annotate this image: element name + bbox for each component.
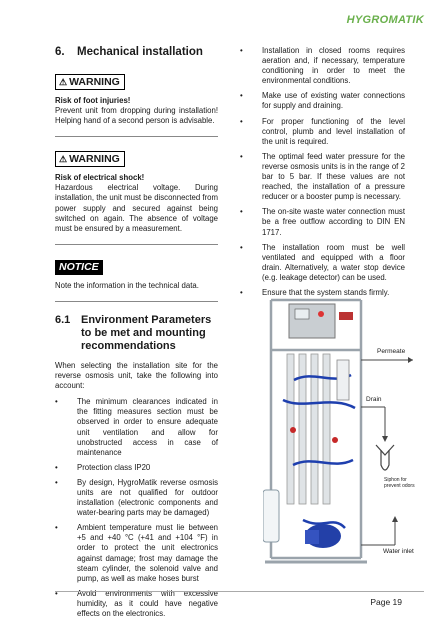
bullet-icon: • — [55, 523, 58, 533]
permeate-label: Permeate — [377, 348, 406, 355]
bullet-icon: • — [240, 46, 243, 55]
list-item: • The minimum clearances indicated in the fitting measures section must be observed in order to ensure adequate unit ventilation and allow for unobstructed access in case of maintenance — [55, 397, 218, 457]
subsection-intro: When selecting the installation site for the reverse osmosis unit, take the following into account: — [55, 360, 218, 391]
list-item: • Installation in closed rooms requires aeration and, if necessary, temperature conditioning in order to meet the environmental conditions. — [240, 46, 405, 86]
bullet-icon: • — [240, 242, 243, 252]
notice-text: Note the information in the technical data. — [55, 280, 199, 290]
list-item: • Ensure that the system stands firmly. — [240, 287, 390, 297]
list-item: • For proper functioning of the level control, plumb and level installation of the unit is required. — [240, 116, 405, 146]
bullet-icon: • — [55, 397, 58, 407]
divider — [55, 244, 218, 245]
warning-label-2 — [55, 151, 125, 167]
right-column — [240, 46, 405, 303]
bullet-icon: • — [55, 477, 58, 487]
list-item: • The on-site waste water connection must be a free outflow according to DIN EN 1717. — [240, 207, 405, 237]
bullet-icon: • — [240, 207, 243, 217]
left-column — [55, 46, 218, 624]
bullet-icon: • — [240, 287, 243, 297]
list-item: • Protection class IP20 — [55, 462, 151, 472]
notice-label: NOTICE — [55, 260, 103, 275]
bullet-icon: • — [240, 151, 243, 161]
left-bullet-list — [55, 397, 218, 619]
warning-label-1 — [55, 74, 125, 90]
list-item: • The installation room must be well ventilated and equipped with a floor drain. Alternatively, a water stop device (e.g. leakage detector) can be used. — [240, 242, 405, 282]
subsection-title: Environment Parameters to be met and mounting recommendations — [81, 313, 212, 352]
warning-text-1: Prevent unit from dropping during installation! Helping hand of a second person is advisable. — [55, 106, 218, 126]
warning-label-text: WARNING — [69, 153, 120, 166]
section-title: Mechanical installation — [77, 46, 203, 58]
water-tank — [263, 490, 279, 542]
footer-rule — [55, 591, 424, 592]
warning-title-1: Risk of foot injuries! — [55, 96, 131, 105]
warning-triangle-icon: ⚠ — [59, 154, 68, 165]
page-number: Page 19 — [370, 597, 402, 607]
divider — [55, 136, 218, 137]
right-bullet-list — [240, 46, 405, 298]
drain-label: Drain — [366, 396, 382, 403]
subsection-number: 6.1 — [55, 313, 71, 326]
brand-logo: HYGROMATIK — [346, 14, 424, 26]
bullet-icon: • — [55, 588, 58, 598]
list-item: • By design, HygroMatik reverse osmosis units are not qualified for outdoor installation (electronic components and water-bearing parts may be damaged) — [55, 477, 218, 518]
warning-label-text: WARNING — [69, 76, 120, 88]
list-item: • Ambient temperature must lie between +5 and +40 °C (+41 and +104 °F) in order to protect the unit electronics against damage; frost may damage the steam cylinder, the solenoid valve and pump, as well as make hoses burst — [55, 523, 218, 583]
siphon-label: Siphon for prevent odors — [384, 477, 415, 489]
bullet-icon: • — [240, 91, 243, 101]
section-heading — [55, 46, 218, 58]
divider — [55, 301, 218, 302]
warning-triangle-icon: ⚠ — [59, 77, 68, 87]
list-item: • Avoid environments with excessive humidity, as it could have negative effects on the electronics. — [55, 588, 218, 618]
section-number: 6. — [55, 46, 65, 58]
installation-figure — [263, 290, 418, 580]
subsection-heading — [55, 314, 218, 353]
list-item: • The optimal feed water pressure for the reverse osmosis units is in the range of 2 bar to 5 bar. If these values are not reached, the installation of a pressure reducer or a booster pump is necessary. — [240, 151, 405, 202]
list-item: • Make use of existing water connections for supply and draining. — [240, 91, 405, 111]
bullet-icon: • — [55, 462, 58, 472]
bullet-icon: • — [240, 116, 243, 126]
water-inlet-label: Water inlet — [383, 548, 414, 555]
warning-title-2: Risk of electrical shock! — [55, 173, 145, 183]
warning-text-2: Hazardous electrical voltage. During installation, the unit must be disconnected from power supply and secured against being switched on again. The absence of voltage must be ensured by a measurement. — [55, 183, 218, 233]
